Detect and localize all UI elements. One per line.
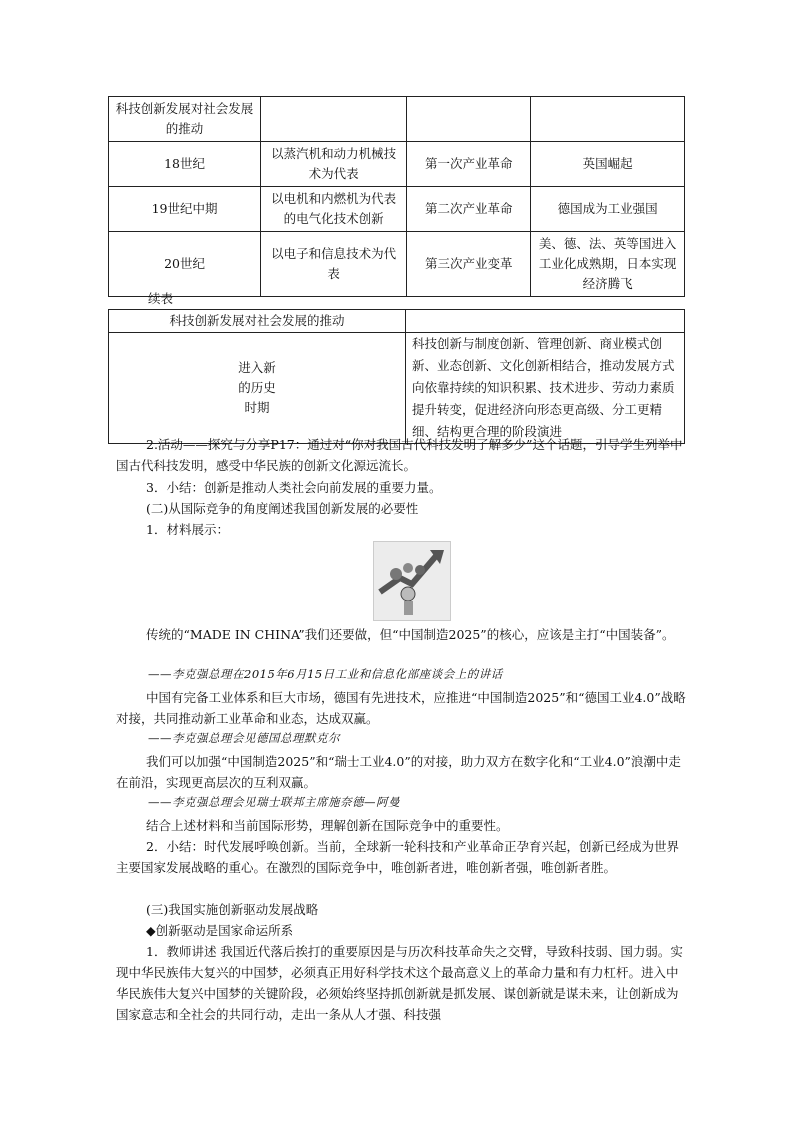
table-cell [407, 97, 531, 142]
table-cell-period [109, 333, 406, 444]
table-row [109, 187, 685, 232]
paragraph-summary-2: 2．小结：时代发展呼唤创新。当前，全球新一轮科技和产业革命正孕育兴起，创新已经成为世界主要国家发展战略的重心。在激烈的国际竞争中，唯创新者进，唯创新者强，唯创新者胜。 [116, 839, 679, 875]
table-cell: 美、德、法、英等国进入工业化成熟期，日本实现经济腾飞 [531, 232, 685, 297]
period-line: 的历史 [238, 380, 276, 395]
period-line: 时期 [244, 400, 270, 415]
section-heading-2: (二)从国际竞争的角度阐述我国创新发展的必要性 [146, 501, 419, 516]
period-line: 进入新 [238, 360, 276, 375]
subheading-innovation: ◆创新驱动是国家命运所系 [146, 923, 294, 938]
table-cell [531, 97, 685, 142]
history-table [108, 96, 685, 297]
quote-2: 中国有完备工业体系和巨大市场，德国有先进技术，应推进“中国制造2025”和“德国工业4.0”战略对接，共同推动新工业革命和业态，达成双赢。 [116, 690, 686, 726]
table-cell: 以蒸汽机和动力机械技术为代表 [261, 142, 407, 187]
table-cell [261, 97, 407, 142]
quote-3: 我们可以加强“中国制造2025”和“瑞士工业4.0”的对接，助力双方在数字化和“工业4.0”浪潮中走在前沿，实现更高层次的互利双赢。 [116, 754, 681, 790]
continued-table [108, 309, 685, 444]
table-row [109, 310, 685, 333]
quote-1-source: ——李克强总理在2015年6月15日工业和信息化部座谈会上的讲话 [148, 667, 503, 681]
table-row [109, 142, 685, 187]
quote-2-source: ——李克强总理会见德国总理默克尔 [148, 731, 340, 745]
paragraph-activity: 2.活动——探究与分享P17：通过对“你对我国古代科技发明了解多少”这个话题，引导学生列举中国古代科技发明，感受中华民族的创新文化源远流长。 [116, 437, 683, 473]
table-cell: 第一次产业革命 [407, 142, 531, 187]
quote-3-source: ——李克强总理会见瑞士联邦主席施奈德—阿曼 [148, 795, 400, 809]
table-cell: 以电子和信息技术为代表 [261, 232, 407, 297]
table-cell: 以电机和内燃机为代表的电气化技术创新 [261, 187, 407, 232]
table-cell [406, 310, 685, 333]
table-cell: 科技创新发展对社会发展的推动 [109, 310, 406, 333]
continued-label: 续表 [148, 291, 174, 306]
growth-arrow-illustration-icon [373, 541, 451, 621]
quote-1: 传统的“MADE IN CHINA”我们还要做，但“中国制造2025”的核心，应该是主打“中国装备”。 [146, 627, 675, 642]
table-cell: 19世纪中期 [109, 187, 261, 232]
paragraph-summary: 3．小结：创新是推动人类社会向前发展的重要力量。 [146, 480, 442, 495]
table-cell: 科技创新发展对社会发展的推动 [109, 97, 261, 142]
table-row [109, 333, 685, 444]
table-cell: 18世纪 [109, 142, 261, 187]
table-cell: 第二次产业革命 [407, 187, 531, 232]
section-heading-3: (三)我国实施创新驱动发展战略 [146, 902, 319, 917]
table-cell: 20世纪 [109, 232, 261, 297]
paragraph-material: 1．材料展示： [146, 522, 229, 537]
table-cell-content: 科技创新与制度创新、管理创新、商业模式创新、业态创新、文化创新相结合，推动发展方式向依靠持续的知识积累、技术进步、劳动力素质提升转变，促进经济向形态更高级、分工更精细、结构更合理的阶段演进 [406, 333, 685, 444]
paragraph-teacher: 1．教师讲述 我国近代落后挨打的重要原因是与历次科技革命失之交臂，导致科技弱、国力弱。实现中华民族伟大复兴的中国梦，必须真正用好科学技术这个最高意义上的革命力量和有力杠杆。进入中华民族伟大复兴中国梦的关键阶段，必须始终坚持抓创新就是抓发展、谋创新就是谋未来，让创新成为国家意志和全社会的共同行动，走出一条从人才强、科技强 [116, 944, 683, 1022]
table-cell: 英国崛起 [531, 142, 685, 187]
table-cell: 德国成为工业强国 [531, 187, 685, 232]
table-row [109, 232, 685, 297]
table-cell: 第三次产业变革 [407, 232, 531, 297]
paragraph-combine: 结合上述材料和当前国际形势，理解创新在国际竞争中的重要性。 [146, 818, 509, 833]
table-row [109, 97, 685, 142]
